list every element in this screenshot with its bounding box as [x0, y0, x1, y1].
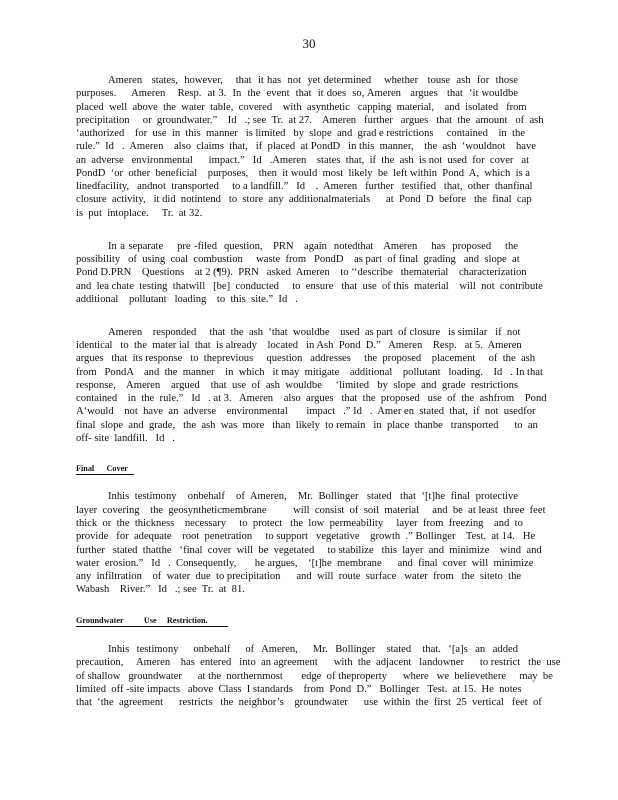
paragraph-line: additional pollutant loading to this site.” Id .: [76, 294, 298, 305]
paragraph-line: precipitation or groundwater.” Id .; see Tr. at 27. Ameren further argues that the amount of ash: [76, 115, 544, 126]
paragraph-line: argues that its response to theprevious question addresses the proposed placement of the ash: [76, 353, 536, 364]
paragraph-line: identical to the mater ial that is already located in Ash Pond D.” Ameren Resp. at 5. Ameren: [76, 340, 522, 351]
paragraph-line: limited off -site impacts above Class I standards from Pond D.” Bollinger Test. at 15. He notes: [76, 684, 522, 695]
paragraph-line: Inhis testimony onbehalf of Ameren, Mr. Bollinger stated that. ‘[a]s an added: [108, 644, 518, 655]
heading-underline: [76, 474, 134, 475]
paragraph-line: Ameren states, however, that it has not yet determined whether touse ash for those: [108, 75, 518, 86]
paragraph-line: PondD ‘or other beneficial purposes, then it would most likely be left within Pond A, which is a: [76, 168, 530, 179]
paragraph-line: A‘would not have an adverse environmental impact .” Id . Amer en stated that, if not usedfor: [76, 406, 536, 417]
paragraph-line: any infiltration of water due to precipitation and will route surface water from the siteto the: [76, 571, 522, 582]
paragraph-line: placed well above the water table, covered with asynthetic capping material, and isolated from: [76, 102, 527, 113]
paragraph-line: that ‘the agreement restricts the neighbor’s groundwater use within the first 25 vertical feet of: [76, 697, 542, 708]
paragraph-line: In a separate pre -filed question, PRN again notedthat Ameren has proposed the: [108, 241, 518, 252]
section-heading-groundwater-use-restriction: Groundwater Use Restriction.: [76, 616, 208, 625]
paragraph-line: contained in the rule.” Id . at 3. Ameren also argues that the proposed use of the ashfrom Pond: [76, 393, 547, 404]
paragraph-line: of shallow groundwater at the northernmost edge of theproperty where we believethere may be: [76, 671, 553, 682]
section-heading-final-cover: Final Cover: [76, 464, 128, 473]
paragraph-line: possibility of using coal combustion waste from PondD as part of final grading and slope at: [76, 254, 520, 265]
paragraph-line: off- site landfill. Id .: [76, 433, 175, 444]
paragraph-line: Inhis testimony onbehalf of Ameren, Mr. Bollinger stated that ‘[t]he final protective: [108, 491, 518, 502]
paragraph-line: response, Ameren argued that use of ash wouldbe ‘limited by slope and grade restrictions: [76, 380, 518, 391]
paragraph-line: further stated thatthe ‘final cover will be vegetated to stabilize this layer and minimize wind and: [76, 545, 542, 556]
paragraph-line: closure activity, it did notintend to store any additionalmaterials at Pond D before the final cap: [76, 194, 532, 205]
paragraph-line: water erosion.” Id . Consequently, he argues, ‘[t]he membrane and final cover will minimize: [76, 558, 534, 569]
paragraph-line: from PondA and the manner in which it may mitigate additional pollutant loading. Id . In that: [76, 367, 543, 378]
paragraph-line: is put intoplace. Tr. at 32.: [76, 208, 203, 219]
paragraph-line: Wabash River.” Id .; see Tr. at 81.: [76, 584, 245, 595]
paragraph-line: and lea chate testing thatwill [be] conducted to ensure that use of this material will not contribute: [76, 281, 543, 292]
paragraph-line: Pond D.PRN Questions at 2 (¶9). PRN asked Ameren to ‘‘describe thematerial characterization: [76, 267, 527, 278]
paragraph-line: an adverse environmental impact.” Id .Ameren states that, if the ash is not used for cover at: [76, 155, 530, 166]
paragraph-line: rule.” Id . Ameren also claims that, if placed at PondD in this manner, the ash ‘wouldnot have: [76, 141, 537, 152]
paragraph-line: thick or the thickness necessary to protect the low permeability layer from freezing and to: [76, 518, 523, 529]
paragraph-line: ‘authorized for use in this manner is limited by slope and grad e restrictions contained in the: [76, 128, 525, 139]
paragraph-line: layer covering the geosyntheticmembrane will consist of soil material and be at least three feet: [76, 505, 546, 516]
paragraph-line: Ameren responded that the ash ‘that wouldbe used as part of closure is similar if not: [108, 327, 521, 338]
paragraph-line: linedfacility, andnot transported to a landfill.” Id . Ameren further testified that, other thanfinal: [76, 181, 533, 192]
page-number: 30: [302, 36, 316, 51]
paragraph-line: provide for adequate root penetration to support vegetative growth .” Bollinger Test. at 14. He: [76, 531, 536, 542]
paragraph-line: precaution, Ameren has entered into an agreement with the adjacent landowner to restrict the use: [76, 657, 561, 668]
paragraph-line: purposes. Ameren Resp. at 3. In the event that it does so, Ameren argues that ‘it wouldbe: [76, 88, 518, 99]
paragraph-line: final slope and grade, the ash was more than likely to remain in place thanbe transported to an: [76, 420, 538, 431]
heading-underline: [76, 626, 228, 627]
